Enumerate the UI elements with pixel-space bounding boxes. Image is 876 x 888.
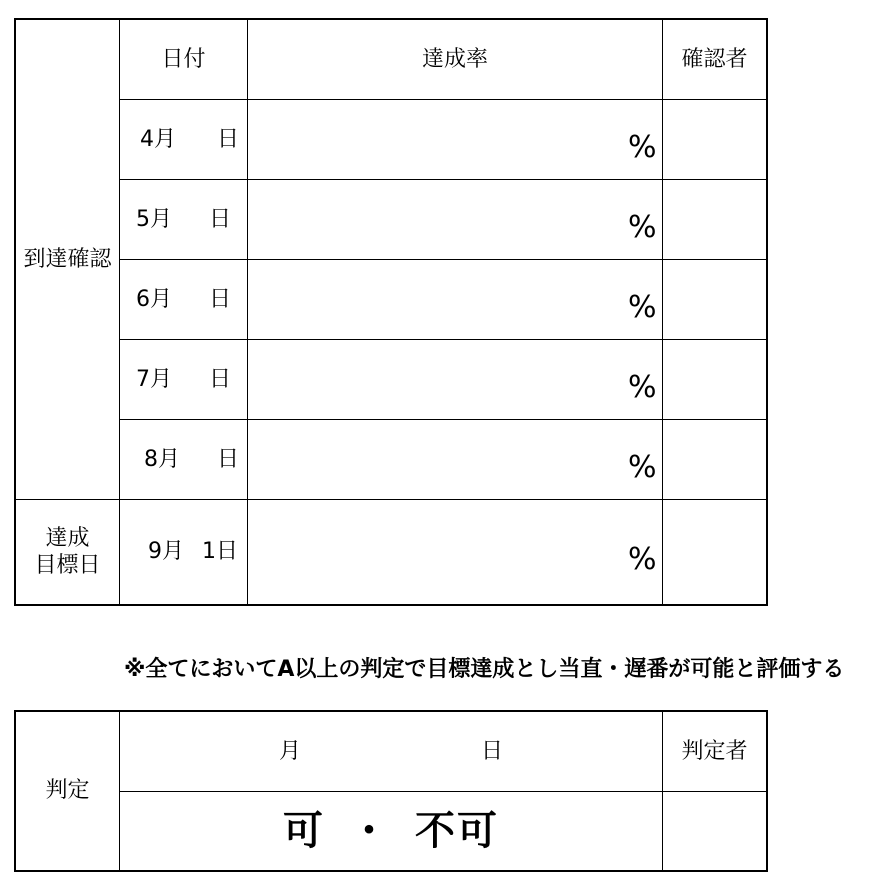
row-percent: % <box>628 130 657 165</box>
target-label <box>16 500 119 604</box>
row-month: 8月 <box>144 446 180 472</box>
target-percent: % <box>628 542 657 577</box>
header-date: 日付 <box>161 46 206 72</box>
header-achievement-rate: 達成率 <box>421 46 488 72</box>
checker-cell[interactable] <box>663 420 766 499</box>
checker-cell[interactable] <box>663 340 766 419</box>
target-month: 9月 <box>148 539 184 565</box>
row-month: 4月 <box>140 126 176 152</box>
row-day: 日 <box>216 126 239 152</box>
result-separator: ・ <box>349 808 391 854</box>
checker-cell[interactable] <box>663 180 766 259</box>
judgement-month: 月 <box>278 738 301 764</box>
row-percent: % <box>628 450 657 485</box>
judge-signature-cell[interactable] <box>663 792 766 870</box>
target-label-line2: 目標日 <box>34 553 101 578</box>
group-label-progress-check: 到達確認 <box>23 246 112 272</box>
judgement-day: 日 <box>480 738 503 764</box>
judge-header: 判定者 <box>681 738 748 764</box>
divider <box>14 499 768 500</box>
divider <box>119 18 120 606</box>
row-day: 日 <box>208 286 231 312</box>
judgement-label: 判定 <box>45 778 90 804</box>
row-percent: % <box>628 290 657 325</box>
divider <box>247 18 248 606</box>
row-month: 7月 <box>136 366 172 392</box>
row-day: 日 <box>208 366 231 392</box>
row-day: 日 <box>208 206 231 232</box>
checker-cell[interactable] <box>663 500 766 604</box>
row-month: 6月 <box>136 286 172 312</box>
checker-cell[interactable] <box>663 100 766 179</box>
target-day: 1日 <box>202 539 238 565</box>
checker-cell[interactable] <box>663 260 766 339</box>
row-percent: % <box>628 370 657 405</box>
evaluation-note: ※全てにおいてA以上の判定で目標達成とし当直・遅番が可能と評価する <box>124 657 845 682</box>
row-month: 5月 <box>136 206 172 232</box>
target-label-line1: 達成 <box>45 525 90 551</box>
result-ng[interactable]: 不可 <box>415 808 499 854</box>
header-checker: 確認者 <box>681 46 748 72</box>
row-day: 日 <box>216 446 239 472</box>
row-percent: % <box>628 210 657 245</box>
result-ok[interactable]: 可 <box>283 808 325 854</box>
judgement-result <box>120 792 662 870</box>
